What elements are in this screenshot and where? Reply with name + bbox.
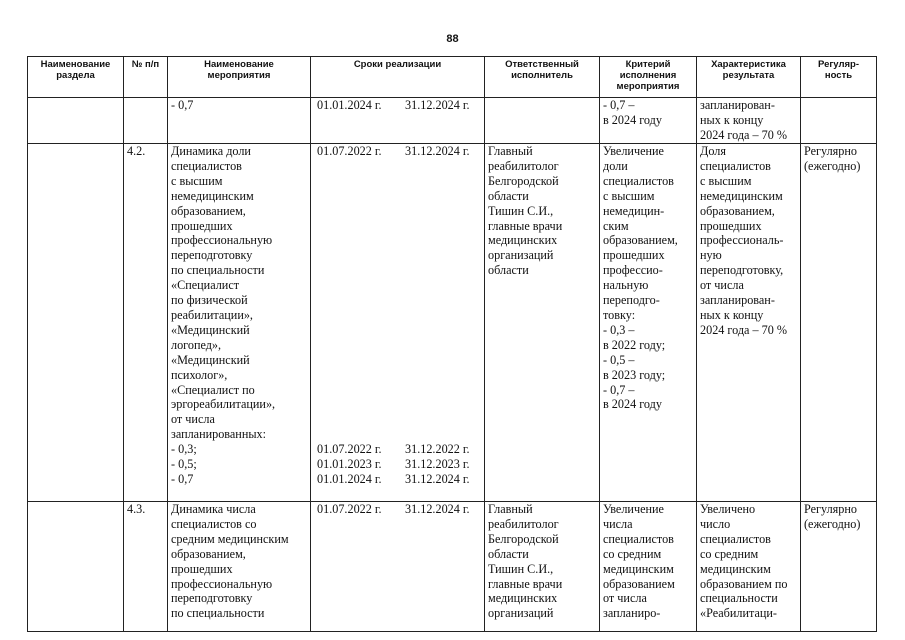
table-row bbox=[28, 502, 877, 632]
end-date: 31.12.2022 г. bbox=[405, 441, 470, 456]
terms-cell bbox=[311, 144, 485, 502]
date-pair bbox=[311, 457, 484, 472]
regularity-cell: Регулярно (ежегодно) bbox=[801, 502, 877, 632]
regularity-cell bbox=[801, 98, 877, 144]
end-date: 31.12.2024 г. bbox=[405, 471, 470, 486]
num-cell: 4.3. bbox=[124, 502, 168, 632]
start-date: 01.07.2022 г. bbox=[317, 502, 382, 516]
start-date: 01.07.2022 г. bbox=[317, 441, 382, 456]
end-date: 31.12.2024 г. bbox=[405, 144, 470, 158]
executor-cell: Главный реабилитолог Белгородской области Тишин С.И., главные врачи медицинских организаций bbox=[485, 502, 600, 632]
end-date: 31.12.2023 г. bbox=[405, 456, 470, 471]
section-cell bbox=[28, 502, 124, 632]
header-executor: Ответственный исполнитель bbox=[485, 57, 600, 98]
header-event: Наименование мероприятия bbox=[168, 57, 311, 98]
terms-cell bbox=[311, 502, 485, 632]
date-pair bbox=[311, 502, 484, 517]
header-row bbox=[28, 57, 877, 98]
result-cell: Увеличено число специалистов со средним медицинским образованием по специальности «Реабилитаци- bbox=[697, 502, 801, 632]
start-date: 01.01.2024 г. bbox=[317, 98, 382, 112]
event-cell: Динамика числа специалистов со средним медицинским образованием, прошедших профессиональную переподготовку по специальности bbox=[168, 502, 311, 632]
section-cell bbox=[28, 144, 124, 502]
result-cell: запланирован- ных к концу 2024 года – 70 % bbox=[697, 98, 801, 144]
num-cell: 4.2. bbox=[124, 144, 168, 502]
date-pair bbox=[311, 144, 484, 159]
num-cell bbox=[124, 98, 168, 144]
date-pair bbox=[311, 98, 484, 113]
executor-cell bbox=[485, 98, 600, 144]
date-pair bbox=[311, 442, 484, 457]
regularity-cell: Регулярно (ежегодно) bbox=[801, 144, 877, 502]
end-date: 31.12.2024 г. bbox=[405, 98, 470, 112]
table-row bbox=[28, 98, 877, 144]
executor-cell: Главный реабилитолог Белгородской области Тишин С.И., главные врачи медицинских организаций области bbox=[485, 144, 600, 502]
criterion-cell: Увеличение числа специалистов со средним медицинским образованием от числа запланиро- bbox=[600, 502, 697, 632]
page-number: 88 bbox=[446, 33, 459, 45]
end-date: 31.12.2024 г. bbox=[405, 502, 470, 516]
header-terms: Сроки реализации bbox=[311, 57, 485, 98]
section-cell bbox=[28, 98, 124, 144]
criterion-cell: Увеличение доли специалистов с высшим немедицин- ским образованием, прошедших профессио- нальную переподго- товку: - 0,3 – в 2022 году; - 0,5 – в 2023 году; - 0,7 – в 2024 году bbox=[600, 144, 697, 502]
header-section: Наименование раздела bbox=[28, 57, 124, 98]
event-cell: - 0,7 bbox=[168, 98, 311, 144]
header-regularity: Регуляр- ность bbox=[801, 57, 877, 98]
terms-gap bbox=[311, 159, 484, 442]
terms-cell bbox=[311, 98, 485, 144]
date-pair bbox=[311, 472, 484, 487]
header-result: Характеристика результата bbox=[697, 57, 801, 98]
event-cell: Динамика доли специалистов с высшим немедицинским образованием, прошедших профессиональную переподготовку по специальности «Специалист по физической реабилитации», «Медицинский логопед», «Медицинский психолог», «Специалист по эргореабилитации», от числа запланированных: - 0,3; - 0,5; - 0,7 bbox=[168, 144, 311, 502]
table-row bbox=[28, 144, 877, 502]
criterion-cell: - 0,7 – в 2024 году bbox=[600, 98, 697, 144]
start-date: 01.01.2024 г. bbox=[317, 471, 382, 486]
start-date: 01.07.2022 г. bbox=[317, 144, 382, 158]
start-date: 01.01.2023 г. bbox=[317, 456, 382, 471]
result-cell: Доля специалистов с высшим немедицинским образованием, прошедших профессиональ- ную переподготовку, от числа запланирован- ных к концу 2024 года – 70 % bbox=[697, 144, 801, 502]
plan-table bbox=[27, 56, 877, 632]
header-num: № п/п bbox=[124, 57, 168, 98]
header-criterion: Критерий исполнения мероприятия bbox=[600, 57, 697, 98]
